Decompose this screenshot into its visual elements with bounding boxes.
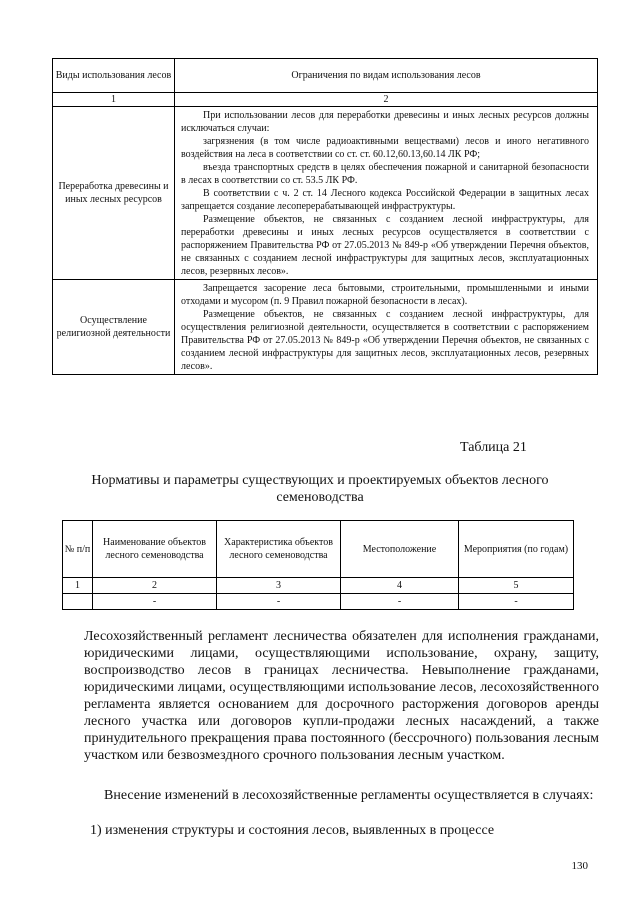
row-label-wood-processing: Переработка древесины и иных лесных ресурсов: [53, 107, 175, 280]
paragraph-text: 1) изменения структуры и состояния лесов, выявленных в процессе: [90, 823, 495, 838]
header-forest-use-types: Виды использования лесов: [53, 59, 175, 93]
body-paragraph-list-item: [84, 822, 599, 839]
table-caption: Таблица 21: [460, 440, 527, 455]
restriction-paragraph: Размещение объектов, не связанных с созданием лесной инфраструктуры, для переработки древесины и иных лесных ресурсов осуществляется в соответствии с распоряжением Правительства РФ от 27.05.2013 № 849-р «Об утверждении Перечня объектов, не связанных с созданием лесной инфраструктуры для защитных лесов, эксплуатационных лесов, резервных лесов».: [181, 214, 589, 277]
column-number-1: 1: [53, 93, 175, 107]
page-number: 130: [571, 860, 588, 872]
header-number: № п/п: [63, 521, 93, 578]
column-number-row: [63, 578, 574, 594]
row-restrictions-religious-activity: [175, 280, 598, 375]
restriction-paragraph: въезда транспортных средств в целях обеспечения пожарной и санитарной безопасности в лесах в соответствии со ст. 53.5 ЛК РФ.: [181, 162, 589, 186]
table-header-row: [53, 59, 598, 93]
table-cell: -: [459, 594, 574, 610]
header-activities: Мероприятия (по годам): [459, 521, 574, 578]
row-restrictions-wood-processing: [175, 107, 598, 280]
column-number-2: 2: [93, 578, 217, 594]
column-number-3: 3: [217, 578, 341, 594]
header-object-characteristics: Характеристика объектов лесного семеноводства: [217, 521, 341, 578]
body-paragraph-regulation: [84, 628, 599, 764]
table-cell: -: [341, 594, 459, 610]
paragraph-text: Лесохозяйственный регламент лесничества обязателен для исполнения гражданами, юридическими лицами, осуществляющими использование, охрану, защиту, воспроизводство лесов в границах лесничества. Невыполнение гражданами, юридическими лицами, осуществляющими использование лесов, лесохозяйственного регламента является основанием для досрочного расторжения договоров аренды лесного участка или договоров купли-продажи лесных насаждений, а также принудительного прекращения права постоянного (бессрочного) пользования лесным участком или безвозмездного срочного пользования лесным участком.: [84, 629, 599, 763]
table-cell: -: [217, 594, 341, 610]
restriction-paragraph: Запрещается засорение леса бытовыми, строительными, промышленными и иными отходами и мусором (п. 9 Правил пожарной безопасности в лесах).: [181, 283, 589, 307]
restriction-paragraph: В соответствии с ч. 2 ст. 14 Лесного кодекса Российской Федерации в защитных лесах запрещается создание лесоперерабатывающей инфраструктуры.: [181, 188, 589, 212]
table-row: [63, 594, 574, 610]
paragraph-text: Внесение изменений в лесохозяйственные регламенты осуществляется в случаях:: [104, 788, 594, 803]
body-paragraph-changes: [84, 787, 599, 804]
restriction-paragraph: загрязнения (в том числе радиоактивными веществами) лесов и иного негативного воздействия на леса в соответствии со ст. ст. 60.12,60.13,60.14 ЛК РФ;: [181, 136, 589, 160]
header-location: Местоположение: [341, 521, 459, 578]
restriction-paragraph: Размещение объектов, не связанных с созданием лесной инфраструктуры, для осуществления религиозной деятельности, осуществляется в соответствии с распоряжением Правительства РФ от 27.05.2013 № 849-р «Об утверждении Перечня объектов, не связанных с созданием лесной инфраструктуры для защитных лесов, эксплуатационных лесов, резервных лесов».: [181, 309, 589, 372]
table-cell: [63, 594, 93, 610]
column-number-1: 1: [63, 578, 93, 594]
forest-use-restrictions-table: [52, 58, 598, 375]
row-label-religious-activity: Осуществление религиозной деятельности: [53, 280, 175, 375]
header-object-name: Наименование объектов лесного семеноводства: [93, 521, 217, 578]
table-title: Нормативы и параметры существующих и проектируемых объектов лесного семеноводства: [91, 473, 549, 505]
header-restrictions: Ограничения по видам использования лесов: [175, 59, 598, 93]
table-row: [53, 107, 598, 280]
table-cell: -: [93, 594, 217, 610]
table-row: [53, 280, 598, 375]
column-number-4: 4: [341, 578, 459, 594]
column-number-row: [53, 93, 598, 107]
column-number-5: 5: [459, 578, 574, 594]
table-header-row: [63, 521, 574, 578]
column-number-2: 2: [175, 93, 598, 107]
seed-objects-table: [62, 520, 574, 610]
restriction-paragraph: При использовании лесов для переработки древесины и иных лесных ресурсов должны исключаться случаи:: [181, 110, 589, 134]
